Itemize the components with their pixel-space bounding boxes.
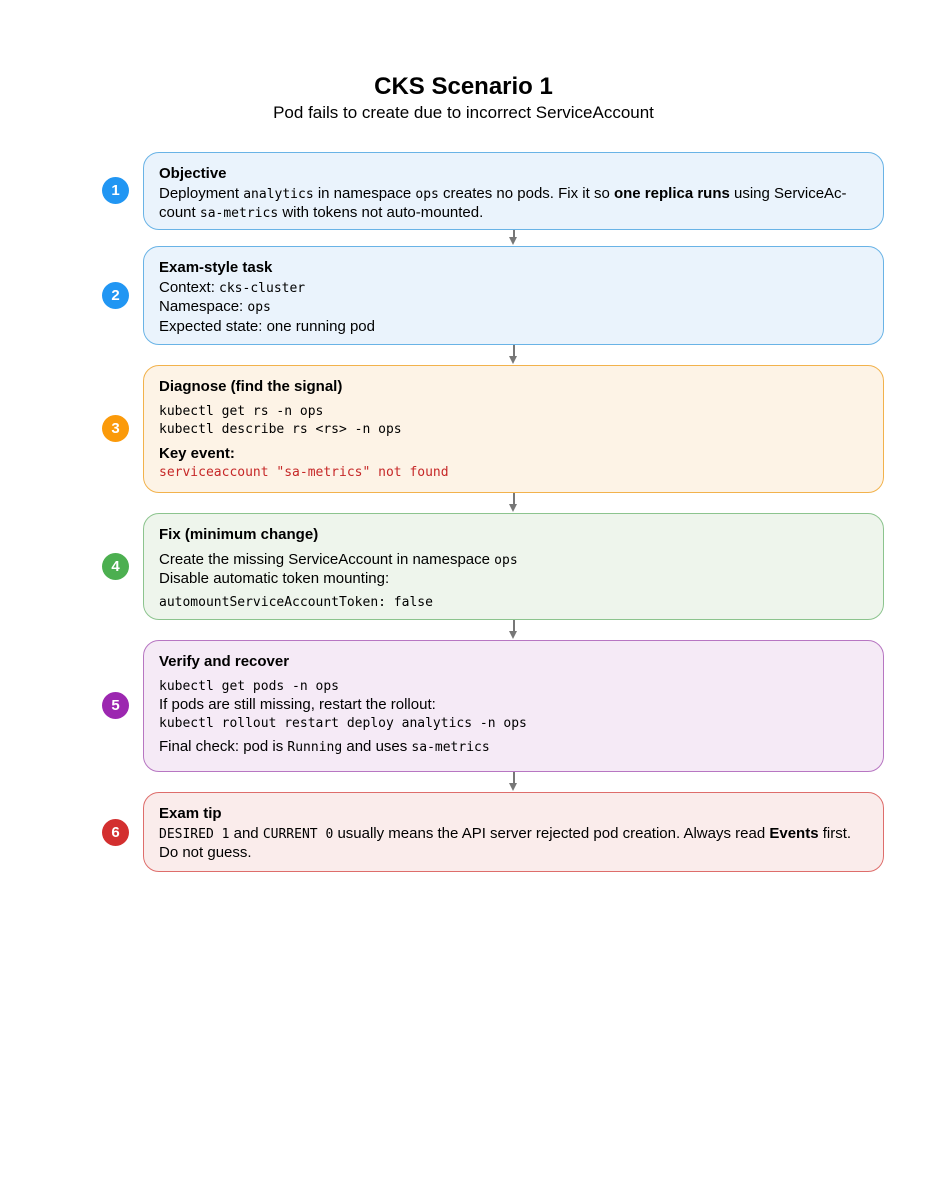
connector-arrow (508, 345, 520, 364)
command-line: kubectl get rs -n ops (159, 403, 324, 419)
step-heading: Exam tip (159, 805, 222, 822)
text: usually means the API server rejected pod creation. Always read (333, 824, 770, 842)
command-line: kubectl describe rs <rs> -n ops (159, 422, 402, 437)
code: ops (247, 300, 271, 315)
code: ops (494, 552, 518, 568)
text: Final check: pod is (159, 738, 288, 755)
code: sa-metrics (411, 740, 490, 755)
text: creates no pods. Fix it so (438, 184, 614, 202)
step-3-badge: 3 (102, 415, 129, 442)
step-text-line: Disable automatic token mounting: (159, 570, 390, 587)
step-heading: Diagnose (find the signal) (159, 378, 343, 395)
code: DESIRED 1 (159, 826, 230, 842)
text: in namespace (313, 184, 416, 202)
code: sa-metrics (199, 206, 279, 221)
connector-arrow (508, 620, 520, 639)
bold-text: Events (769, 824, 819, 842)
text: first. (818, 824, 852, 842)
command-line: kubectl rollout restart deploy analytics -n ops (159, 715, 527, 731)
text: using ServiceAc- (729, 184, 847, 202)
label: Context: (159, 278, 220, 296)
code-snippet: automountServiceAccountToken: false (159, 594, 433, 610)
step-3-diagnose-box (143, 365, 884, 493)
code: analytics (243, 186, 314, 202)
context-line (159, 279, 868, 299)
text: count (159, 204, 200, 221)
text: and uses (342, 738, 412, 755)
command-line: kubectl get pods -n ops (159, 678, 340, 694)
step-5-badge: 5 (102, 692, 129, 719)
step-2-badge: 2 (102, 282, 129, 309)
step-text-line: Do not guess. (159, 844, 252, 861)
text: with tokens not auto-mounted. (278, 204, 484, 221)
key-event-message: serviceaccount "sa-metrics" not found (159, 465, 449, 480)
step-6-tip-box (143, 792, 884, 872)
step-heading: Verify and recover (159, 653, 290, 670)
label: Namespace: (159, 298, 248, 315)
expected-line: Expected state: one running pod (159, 317, 375, 335)
connector-arrow (508, 772, 520, 791)
step-1-badge: 1 (102, 177, 129, 204)
page-title: CKS Scenario 1 (374, 73, 553, 100)
step-text-line (159, 204, 868, 224)
step-heading: Exam-style task (159, 259, 273, 276)
namespace-line (159, 298, 868, 318)
text: Deployment (159, 184, 244, 202)
connector-arrow (508, 230, 520, 245)
step-6-badge: 6 (102, 819, 129, 846)
text: and (229, 824, 263, 842)
page-subtitle: Pod fails to create due to incorrect ServiceAccount (273, 103, 654, 122)
connector-arrow (508, 493, 520, 512)
final-check-line (159, 738, 868, 758)
bold-text: one replica runs (613, 184, 730, 202)
step-4-badge: 4 (102, 553, 129, 580)
code: cks-cluster (219, 280, 306, 296)
key-event-heading: Key event: (159, 444, 235, 462)
step-text-line (159, 551, 868, 571)
code: CURRENT 0 (262, 826, 334, 842)
step-heading: Fix (minimum change) (159, 526, 319, 543)
code: Running (287, 740, 343, 755)
code: ops (415, 186, 439, 202)
page-header (0, 72, 927, 124)
text: Create the missing ServiceAccount in namespace (159, 550, 495, 568)
step-text-line (159, 185, 868, 205)
step-1-objective-box (143, 152, 884, 230)
step-4-fix-box (143, 513, 884, 620)
step-2-task-box (143, 246, 884, 345)
step-text-line (159, 825, 868, 845)
step-text-line: If pods are still missing, restart the rollout: (159, 696, 436, 713)
step-5-verify-box (143, 640, 884, 772)
step-heading: Objective (159, 165, 227, 182)
